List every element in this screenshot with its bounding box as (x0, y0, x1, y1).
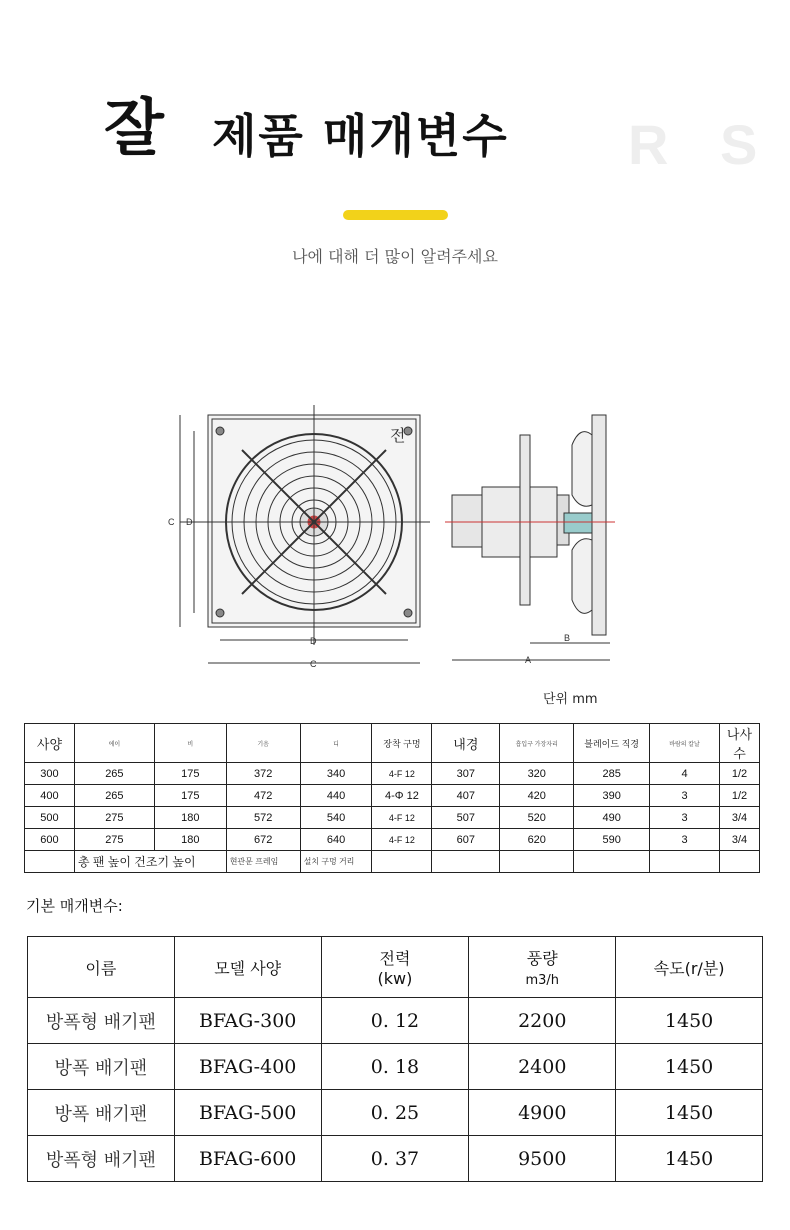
table-cell: 472 (226, 785, 300, 807)
table-row (25, 785, 760, 807)
table-cell: 0. 37 (321, 1136, 469, 1182)
table-cell: 3 (650, 829, 720, 851)
table-cell: 3 (650, 807, 720, 829)
spec-header-cell: 바람의 칼날 (650, 724, 720, 763)
table-row (28, 1136, 763, 1182)
header-text: 속도(r/분) (653, 958, 725, 978)
table-cell: 265 (74, 785, 154, 807)
table-cell: 1450 (616, 1044, 763, 1090)
dim-label-d-left: D (186, 517, 193, 527)
dim-label-c-bottom: C (310, 659, 317, 669)
table-cell: 0. 12 (321, 998, 469, 1044)
table-cell: 0. 25 (321, 1090, 469, 1136)
table-cell: 4-F 12 (372, 807, 432, 829)
table-cell: 275 (74, 807, 154, 829)
table-cell: 설치 구멍 거리 (300, 851, 372, 873)
header-cell (174, 937, 321, 998)
header-cell (616, 937, 763, 998)
side-flange (592, 415, 606, 635)
table-cell: 4-Φ 12 (372, 785, 432, 807)
table-cell: 407 (432, 785, 500, 807)
table-cell: 4 (650, 763, 720, 785)
header-unit: m3/h (525, 973, 560, 988)
drawing-front-label: 전 (390, 428, 406, 445)
header-text: 전력 (379, 949, 411, 968)
basic-table-header (28, 937, 763, 998)
motor-junction-box (452, 495, 482, 547)
table-cell: 3/4 (719, 807, 759, 829)
dimension-spec-table (24, 723, 760, 873)
table-cell: 340 (300, 763, 372, 785)
fan-technical-drawing (160, 405, 620, 680)
table-cell: 1450 (616, 1090, 763, 1136)
table-cell: 500 (25, 807, 75, 829)
header-cell (469, 937, 616, 998)
table-cell: 300 (25, 763, 75, 785)
table-cell: 520 (500, 807, 574, 829)
header-unit: (kw) (377, 969, 413, 988)
table-cell (500, 851, 574, 873)
table-cell (432, 851, 500, 873)
table-row (28, 998, 763, 1044)
dim-label-d-bottom: D (310, 636, 317, 646)
table-row (28, 1090, 763, 1136)
table-cell: 현관문 프레임 (226, 851, 300, 873)
table-cell: 440 (300, 785, 372, 807)
dim-label-b: B (564, 633, 571, 643)
table-cell: 400 (25, 785, 75, 807)
spec-header-cell: 에이 (74, 724, 154, 763)
table-cell: 175 (154, 785, 226, 807)
table-cell: 방폭형 배기팬 (28, 998, 175, 1044)
spec-header-cell: 블레이드 직경 (574, 724, 650, 763)
table-cell: 1450 (616, 998, 763, 1044)
table-cell: 320 (500, 763, 574, 785)
table-row (25, 829, 760, 851)
table-cell: 2200 (469, 998, 616, 1044)
table-cell: 방폭형 배기팬 (28, 1136, 175, 1182)
table-cell (650, 851, 720, 873)
header-text: 모델 사양 (214, 958, 282, 978)
table-cell: 672 (226, 829, 300, 851)
table-cell: 총 팬 높이 건조기 높이 (74, 851, 226, 873)
table-cell: 490 (574, 807, 650, 829)
table-cell: 420 (500, 785, 574, 807)
table-cell: 0. 18 (321, 1044, 469, 1090)
dim-label-a: A (525, 655, 532, 665)
table-cell: 590 (574, 829, 650, 851)
table-cell: BFAG-300 (174, 998, 321, 1044)
table-cell: 3/4 (719, 829, 759, 851)
table-cell: 1/2 (719, 763, 759, 785)
spec-header-cell: 흡입구 가장자리 (500, 724, 574, 763)
dim-label-c-left: C (168, 517, 175, 527)
table-cell (719, 851, 759, 873)
table-cell (25, 851, 75, 873)
basic-params-table (27, 936, 763, 1182)
spec-header-cell: 기음 (226, 724, 300, 763)
table-cell: 175 (154, 763, 226, 785)
table-cell: 3 (650, 785, 720, 807)
subtitle: 나에 대해 더 많이 알려주세요 (292, 247, 498, 266)
table-cell: 방폭 배기팬 (28, 1044, 175, 1090)
table-cell: 4-F 12 (372, 829, 432, 851)
table-cell: BFAG-500 (174, 1090, 321, 1136)
header-text: 이름 (85, 958, 117, 978)
table-cell: 285 (574, 763, 650, 785)
title-block (0, 70, 790, 180)
basic-params-label: 기본 매개변수: (26, 897, 123, 915)
table-cell: 640 (300, 829, 372, 851)
page-title-sub: 제품 매개변수 (212, 109, 509, 163)
table-cell: 607 (432, 829, 500, 851)
table-cell: 180 (154, 829, 226, 851)
spec-header-cell: 장착 구멍 (372, 724, 432, 763)
header-text: 풍량 (526, 949, 558, 968)
table-cell: 4900 (469, 1090, 616, 1136)
spec-header-cell: 내경 (432, 724, 500, 763)
table-cell: 390 (574, 785, 650, 807)
table-cell: 307 (432, 763, 500, 785)
table-cell: 1450 (616, 1136, 763, 1182)
spec-header-cell: 사양 (25, 724, 75, 763)
table-row (25, 807, 760, 829)
spec-header-cell: 비 (154, 724, 226, 763)
table-cell: 265 (74, 763, 154, 785)
table-cell: 방폭 배기팬 (28, 1090, 175, 1136)
table-cell: 275 (74, 829, 154, 851)
table-cell: 1/2 (719, 785, 759, 807)
page-title: 잘 (104, 91, 164, 164)
unit-label: 단위 mm (543, 692, 598, 707)
spec-header-cell: 나사 수 (719, 724, 759, 763)
table-cell: BFAG-400 (174, 1044, 321, 1090)
table-cell: 600 (25, 829, 75, 851)
table-cell: 2400 (469, 1044, 616, 1090)
table-cell: 620 (500, 829, 574, 851)
ghost-letters: R S (628, 113, 776, 176)
table-cell (574, 851, 650, 873)
table-cell: 572 (226, 807, 300, 829)
table-cell (372, 851, 432, 873)
spec-table-footer (25, 851, 760, 873)
table-cell: 4-F 12 (372, 763, 432, 785)
spec-header-cell: 디 (300, 724, 372, 763)
table-cell: 180 (154, 807, 226, 829)
header-cell (28, 937, 175, 998)
header-cell (321, 937, 469, 998)
spec-table-header (25, 724, 760, 763)
table-cell: 507 (432, 807, 500, 829)
table-row (28, 1044, 763, 1090)
table-cell: 540 (300, 807, 372, 829)
table-cell: BFAG-600 (174, 1136, 321, 1182)
table-cell: 9500 (469, 1136, 616, 1182)
title-underline (343, 210, 448, 220)
table-row (25, 763, 760, 785)
table-cell: 372 (226, 763, 300, 785)
